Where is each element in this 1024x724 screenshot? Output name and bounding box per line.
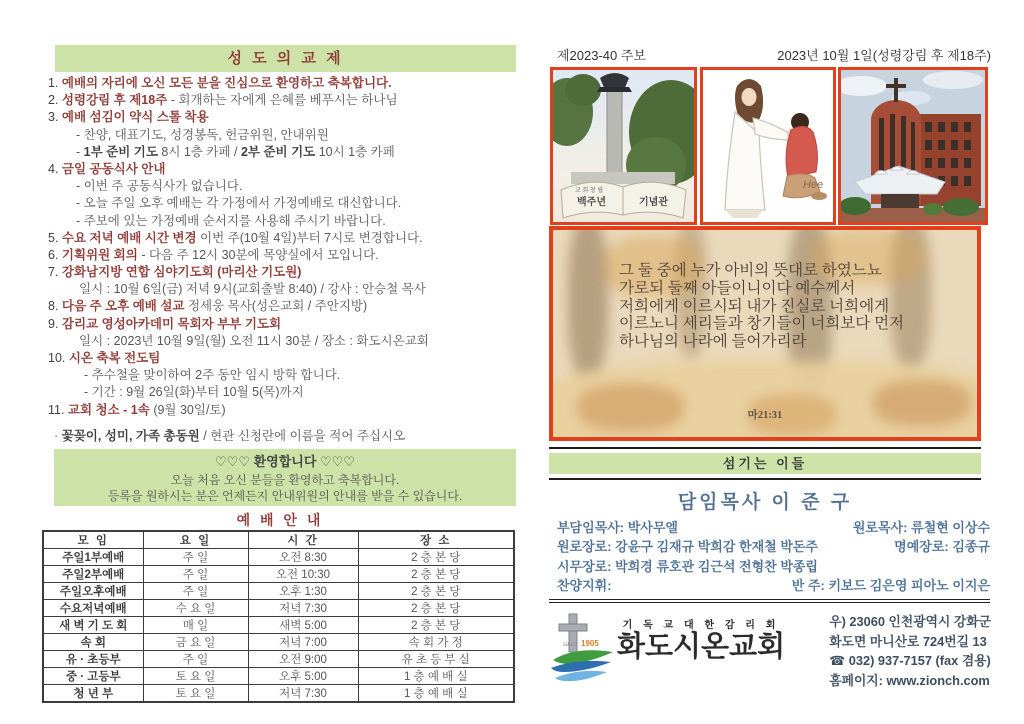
table-row xyxy=(43,651,514,668)
notice-line: - 오늘 주일 오후 예배는 각 가정에서 가정예배로 대신합니다. xyxy=(76,196,402,211)
table-cell: 매 일 xyxy=(143,617,248,634)
table-row xyxy=(43,634,514,651)
notice-line: 1. 예배의 자리에 오신 모든 분을 진심으로 환영하고 축복합니다. xyxy=(48,76,392,90)
scripture-line: 그 둘 중에 누가 아비의 뜻대로 하였느뇨 xyxy=(619,262,882,279)
staff-line xyxy=(557,576,990,595)
table-cell: 오전 9:00 xyxy=(248,651,358,668)
notice-line: 일시 : 10월 6일(금) 저녁 9시(교회출발 8:40) / 강사 : 안승철 목사 xyxy=(79,282,426,297)
notice-line: 3. 예배 섬김이 약식 스톨 착용 xyxy=(48,110,209,125)
senior-pastor-line: 담임목사 이 준 구 xyxy=(677,492,853,513)
church-name: 화도시온교회 xyxy=(617,631,786,663)
bell-tower-monument-photo xyxy=(550,67,697,225)
notice-line: - 1부 준비 기도 8시 1층 카페 / 2부 준비 기도 10시 1층 카페 xyxy=(76,144,395,159)
table-row xyxy=(43,600,514,617)
notice-line: 6. 기획위원 회의 - 다음 주 12시 30분에 목양실에서 모입니다. xyxy=(48,247,379,262)
notice-line: - 찬양, 대표기도, 성경봉독, 헌금위원, 안내위원 xyxy=(76,127,329,142)
table-cell: 1 층 예 배 실 xyxy=(358,668,514,685)
staff-list xyxy=(557,518,990,596)
serving-section-title: 섬기는 이들 xyxy=(549,453,981,474)
table-cell: 저녁 7:30 xyxy=(248,600,358,617)
monument-pillar xyxy=(607,90,622,176)
staff-role-left: 찬양지휘: xyxy=(557,578,612,594)
table-cell: 2 층 본 당 xyxy=(358,583,514,600)
church-address xyxy=(829,612,991,690)
notice-line: - 이번 주 공동식사가 없습니다. xyxy=(76,179,243,194)
table-cell: 오후 5:00 xyxy=(248,668,358,685)
svg-text:1905: 1905 xyxy=(581,639,599,648)
table-cell: 주 일 xyxy=(143,651,248,668)
table-cell: 주일2부예배 xyxy=(43,566,143,583)
staff-role-left: 시무장로: 박희경 류호관 김근석 전형찬 박종립 xyxy=(557,558,818,574)
svg-text:백주년: 백주년 xyxy=(577,197,606,208)
notice-line: 2. 성령강림 후 제18주 - 회개하는 자에게 은혜를 베푸시는 하나님 xyxy=(48,93,398,108)
table-cell: 중 · 고등부 xyxy=(43,668,143,685)
staff-role-right: 명예장로: 김종규 xyxy=(894,539,990,555)
notice-line: - 기간 : 9월 26일(화)부터 10월 5(목)까지 xyxy=(84,385,304,400)
staff-role-left: 부담임목사: 박사무엘 xyxy=(557,520,678,535)
notice-line: 9. 감리교 영성아카데미 목회자 부부 기도회 xyxy=(48,316,282,331)
scripture-line: 하나님의 나라에 들어가리라 xyxy=(619,333,807,351)
table-cell: 주 일 xyxy=(143,549,248,566)
table-cell: 새벽 5:00 xyxy=(248,617,358,634)
table-cell: 주 일 xyxy=(143,566,248,583)
staff-line xyxy=(557,518,990,537)
bulletin-number: 제2023-40 주보 xyxy=(557,48,646,63)
table-cell: 오전 10:30 xyxy=(248,566,358,583)
table-cell: 저녁 7:30 xyxy=(248,685,358,703)
scripture-verse-text xyxy=(553,230,977,351)
scripture-line: 가로되 둘째 아들이니이다 예수께서 xyxy=(619,279,856,297)
table-header-cell: 시 간 xyxy=(248,531,358,549)
notice-line: - 추수철을 맞이하여 2주 동안 임시 방학 합니다. xyxy=(84,368,341,383)
table-cell: 금 요 일 xyxy=(143,634,248,651)
table-cell: 속 회 가 정 xyxy=(358,634,514,651)
church-logo xyxy=(551,612,785,690)
table-header-cell: 모 임 xyxy=(43,531,143,549)
bell-tower-illustration xyxy=(553,70,694,222)
table-header-row xyxy=(43,531,514,549)
table-cell: 2 층 본 당 xyxy=(358,566,514,583)
photo-strip xyxy=(550,67,988,225)
svg-text:기념관: 기념관 xyxy=(639,197,668,208)
staff-line xyxy=(557,557,990,576)
staff-role-right: 원로목사: 류철현 이상수 xyxy=(852,520,990,535)
bulletin-date: 2023년 10월 1일(성령강림 후 제18주) xyxy=(777,48,991,63)
table-row xyxy=(43,549,514,566)
table-row xyxy=(43,685,514,703)
table-cell: 2 층 본 당 xyxy=(358,617,514,634)
scripture-line: 저희에게 이르시되 내가 진실로 너희에게 xyxy=(619,297,890,315)
table-cell: 수 요 일 xyxy=(143,600,248,617)
staff-role-right: 반 주: 키보드 김은영 피아노 이지은 xyxy=(791,578,990,594)
notice-line: 일시 : 2023년 10월 9일(월) 오전 11시 30분 / 장소 : 화도시온교회 xyxy=(79,333,429,348)
scripture-line: 이르노니 세리들과 창기들이 너희보다 먼저 xyxy=(619,315,905,333)
church-building-photo xyxy=(838,67,988,225)
denomination-label: 기 독 교 대 한 감 리 회 xyxy=(622,620,780,631)
table-cell: 청 년 부 xyxy=(43,685,143,703)
jesus-and-kneeling-man-drawing xyxy=(700,67,836,225)
staff-role-left: 원로장로: 강윤구 김재규 박희감 한재철 박돈주 xyxy=(557,539,818,555)
notice-line: 4. 금일 공동식사 안내 xyxy=(48,161,166,176)
table-cell: 토 요 일 xyxy=(143,685,248,703)
notice-line: 7. 강화남지방 연합 심야기도회 (마리산 기도원) xyxy=(48,265,302,280)
table-row xyxy=(43,617,514,634)
footer-divider xyxy=(549,599,990,603)
cross-icon xyxy=(894,78,898,102)
notice-line: 11. 교회 청소 - 1속 (9월 30일/토) xyxy=(48,402,226,417)
table-row xyxy=(43,583,514,600)
table-cell: 속 회 xyxy=(43,634,143,651)
svg-text:교 회 창 립: 교 회 창 립 xyxy=(575,188,604,194)
jesus-illustration xyxy=(703,70,833,222)
notice-line: 5. 수요 저녁 예배 시간 변경 이번 주(10월 4일)부터 7시로 변경합니다. xyxy=(48,230,423,245)
table-cell: 유 초 등 부 실 xyxy=(358,651,514,668)
table-cell: 오전 8:30 xyxy=(248,549,358,566)
table-cell: 주 일 xyxy=(143,583,248,600)
artist-signature: Hee xyxy=(803,179,824,191)
fellowship-section-title: 성 도 의 교 제 xyxy=(55,45,516,72)
serving-section xyxy=(549,447,981,480)
table-cell: 주일1부예배 xyxy=(43,549,143,566)
welcome-line-1: 오늘 처음 오신 분들을 환영하고 축복합니다. xyxy=(170,473,400,487)
church-logo-icon xyxy=(551,612,615,688)
church-building-illustration xyxy=(841,70,985,222)
notice-line: - 주보에 있는 가정예배 순서지를 사용해 주시기 바랍니다. xyxy=(76,213,386,228)
fellowship-notice-list xyxy=(40,75,524,419)
table-header-cell: 장 소 xyxy=(358,531,514,549)
table-cell: 2 층 본 당 xyxy=(358,600,514,617)
table-cell: 오후 1:30 xyxy=(248,583,358,600)
address-line-2: 화도면 마니산로 724번길 13 xyxy=(829,633,987,649)
staff-line xyxy=(557,537,990,556)
table-cell: 새 벽 기 도 회 xyxy=(43,617,143,634)
table-cell: 주일오후예배 xyxy=(43,583,143,600)
address-line-1: 우) 23060 인천광역시 강화군 xyxy=(829,614,991,629)
notice-line: 8. 다음 주 오후 예배 설교 정세웅 목사(성은교회 / 주안지방) xyxy=(48,299,368,314)
table-cell: 저녁 7:00 xyxy=(248,634,358,651)
table-header-cell: 요 일 xyxy=(143,531,248,549)
church-footer xyxy=(551,612,991,690)
welcome-line-2: 등록을 원하시는 분은 언제든지 안내위원의 안내를 받을 수 있습니다. xyxy=(107,489,463,503)
welcome-title: ♡♡♡ 환영합니다 ♡♡♡ xyxy=(215,454,355,469)
homepage-line: 홈페이지: www.zionch.com xyxy=(829,672,990,688)
bulletin-header xyxy=(557,45,991,64)
worship-guide-title: 예 배 안 내 xyxy=(236,512,324,528)
phone-line: ☎ 032) 937-7157 (fax 겸용) xyxy=(829,653,991,669)
welcome-box xyxy=(54,449,516,506)
svg-text:since: since xyxy=(563,642,578,648)
worship-schedule-table xyxy=(42,530,515,703)
table-cell: 2 층 본 당 xyxy=(358,549,514,566)
table-cell: 토 요 일 xyxy=(143,668,248,685)
table-cell: 유 · 초등부 xyxy=(43,651,143,668)
flower-rice-note: · 꽃꽂이, 성미, 가족 총동원 / 현관 신청란에 이름을 적어 주십시오 xyxy=(54,429,406,443)
notice-line: 10. 시온 축복 전도팀 xyxy=(48,351,161,365)
scripture-reference: 마21:31 xyxy=(747,410,783,421)
scripture-verse-panel xyxy=(549,226,981,441)
table-cell: 수요저녁예배 xyxy=(43,600,143,617)
table-row xyxy=(43,668,514,685)
table-row xyxy=(43,566,514,583)
table-cell: 1 층 예 배 실 xyxy=(358,685,514,703)
